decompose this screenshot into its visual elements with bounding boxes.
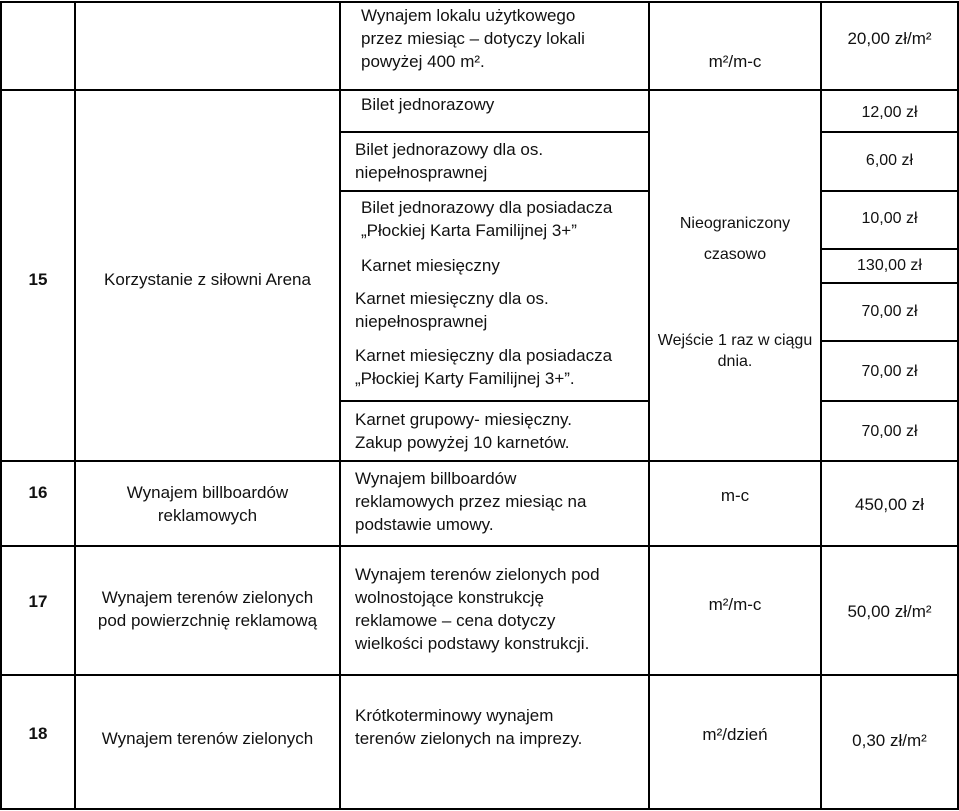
price-cell: 6,00 zł (865, 152, 914, 169)
row-number: 18 (28, 724, 48, 743)
cell-border (822, 282, 959, 284)
row-number: 15 (28, 270, 48, 289)
unit-cell: Wejście 1 raz w ciągu dnia. (657, 332, 813, 370)
service-description: Karnet grupowy- miesięczny. Zakup powyżej 10 karnetów. (355, 410, 572, 452)
service-description: Bilet jednorazowy dla os. niepełnosprawnej (355, 140, 544, 182)
cell-border (341, 190, 648, 192)
price-cell: 20,00 zł/m² (847, 29, 932, 48)
service-description: Karnet miesięczny (361, 256, 500, 275)
row-number: 16 (28, 483, 48, 502)
row-name: Wynajem terenów zielonych (101, 729, 314, 748)
price-cell: 70,00 zł (861, 363, 918, 380)
cell-border (822, 131, 959, 133)
price-cell: 10,00 zł (861, 210, 918, 227)
cell-border (822, 400, 959, 402)
row-name: Wynajem terenów zielonych pod powierzchnię reklamową (97, 588, 318, 630)
service-description: Wynajem lokalu użytkowego przez miesiąc – dotyczy lokali powyżej 400 m². (361, 6, 585, 71)
price-cell: 50,00 zł/m² (847, 602, 932, 621)
cell-border (341, 131, 648, 133)
service-description: Wynajem billboardów reklamowych przez miesiąc na podstawie umowy. (355, 469, 587, 534)
cell-border (822, 340, 959, 342)
unit-cell: m²/dzień (702, 725, 768, 744)
service-description: Krótkoterminowy wynajem terenów zielonych na imprezy. (355, 706, 583, 748)
price-cell: 450,00 zł (855, 495, 924, 514)
service-description: Karnet miesięczny dla posiadacza „Płockiej Karty Familijnej 3+”. (355, 346, 613, 388)
row-border (0, 1, 959, 3)
price-cell: 70,00 zł (861, 303, 918, 320)
row-border (0, 674, 959, 676)
column-border (648, 1, 650, 810)
column-border (0, 1, 2, 810)
row-border (0, 460, 959, 462)
column-border (74, 1, 76, 810)
cell-border (341, 400, 648, 402)
service-description: Bilet jednorazowy dla posiadacza „Płockiej Karta Familijnej 3+” (361, 198, 613, 240)
service-description: Karnet miesięczny dla os. niepełnosprawnej (355, 289, 549, 331)
row-number: 17 (28, 592, 48, 611)
unit-cell: m²/m-c (708, 52, 762, 71)
row-border (0, 808, 959, 810)
cell-border (822, 190, 959, 192)
price-cell: 0,30 zł/m² (852, 731, 927, 750)
service-description: Bilet jednorazowy (361, 95, 495, 114)
row-name: Wynajem billboardów reklamowych (126, 483, 289, 525)
unit-cell: m²/m-c (708, 595, 762, 614)
service-description: Wynajem terenów zielonych pod wolnostojące konstrukcję reklamowe – cena dotyczy wielkości podstawy konstrukcji. (355, 565, 600, 653)
column-border (339, 1, 341, 810)
row-border (0, 545, 959, 547)
price-cell: 70,00 zł (861, 423, 918, 440)
price-cell: 130,00 zł (857, 257, 922, 274)
unit-cell: m-c (720, 486, 750, 505)
price-cell: 12,00 zł (861, 104, 918, 121)
unit-cell: Nieograniczony czasowo (679, 215, 791, 263)
row-border (0, 89, 959, 91)
row-name: Korzystanie z siłowni Arena (104, 270, 311, 289)
cell-border (822, 248, 959, 250)
